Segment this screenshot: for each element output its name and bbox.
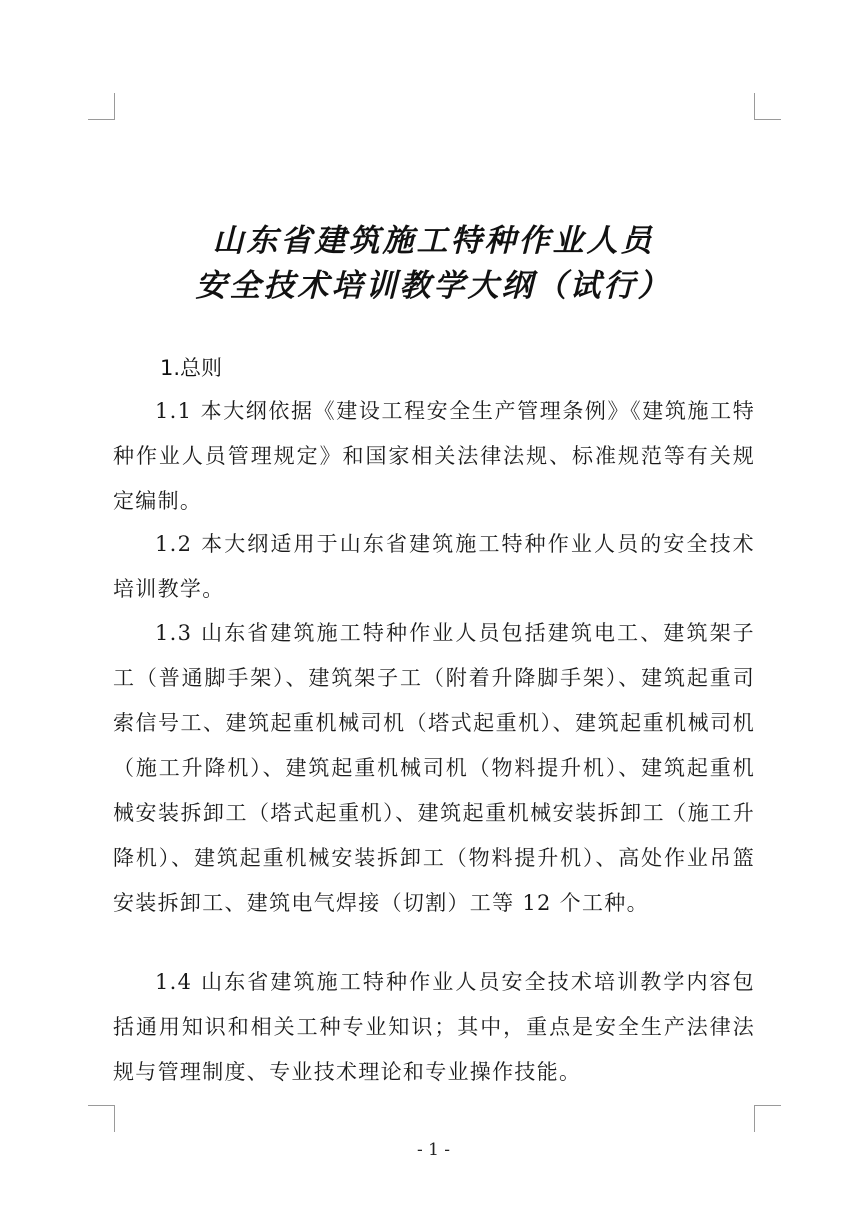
paragraph-1-2: 1.2 本大纲适用于山东省建筑施工特种作业人员的安全技术培训教学。 bbox=[113, 532, 755, 601]
paragraph-1-1: 1.1 本大纲依据《建设工程安全生产管理条例》《建筑施工特种作业人员管理规定》和国家相关法律法规、标准规范等有关规定编制。 bbox=[113, 399, 755, 513]
document-title-line-1: 山东省建筑施工特种作业人员 bbox=[212, 223, 655, 259]
paragraph-1-3: 1.3 山东省建筑施工特种作业人员包括建筑电工、建筑架子工（普通脚手架）、建筑架子工（附着升降脚手架）、建筑起重司索信号工、建筑起重机械司机（塔式起重机）、建筑起重机械司机（施工升降机）、建筑起重机械司机（物料提升机）、建筑起重机械安装拆卸工（塔式起重机）、建筑起重机械安装拆卸工（施工升降机）、建筑起重机械安装拆卸工（物料提升机）、高处作业吊篮安装拆卸工、建筑电气焊接（切割）工等 12 个工种。 bbox=[113, 621, 755, 915]
document-title-line-2: 安全技术培训教学大纲（试行） bbox=[195, 268, 672, 304]
page-number: - 1 - bbox=[416, 1140, 451, 1160]
crop-mark-bottom-left bbox=[88, 1105, 115, 1132]
section-heading: 1.总则 bbox=[160, 356, 223, 380]
crop-mark-bottom-right bbox=[754, 1105, 781, 1132]
paragraph-1-4: 1.4 山东省建筑施工特种作业人员安全技术培训教学内容包括通用知识和相关工种专业知识；其中，重点是安全生产法律法规与管理制度、专业技术理论和专业操作技能。 bbox=[113, 970, 755, 1084]
crop-mark-top-right bbox=[754, 93, 781, 120]
crop-mark-top-left bbox=[88, 93, 115, 120]
